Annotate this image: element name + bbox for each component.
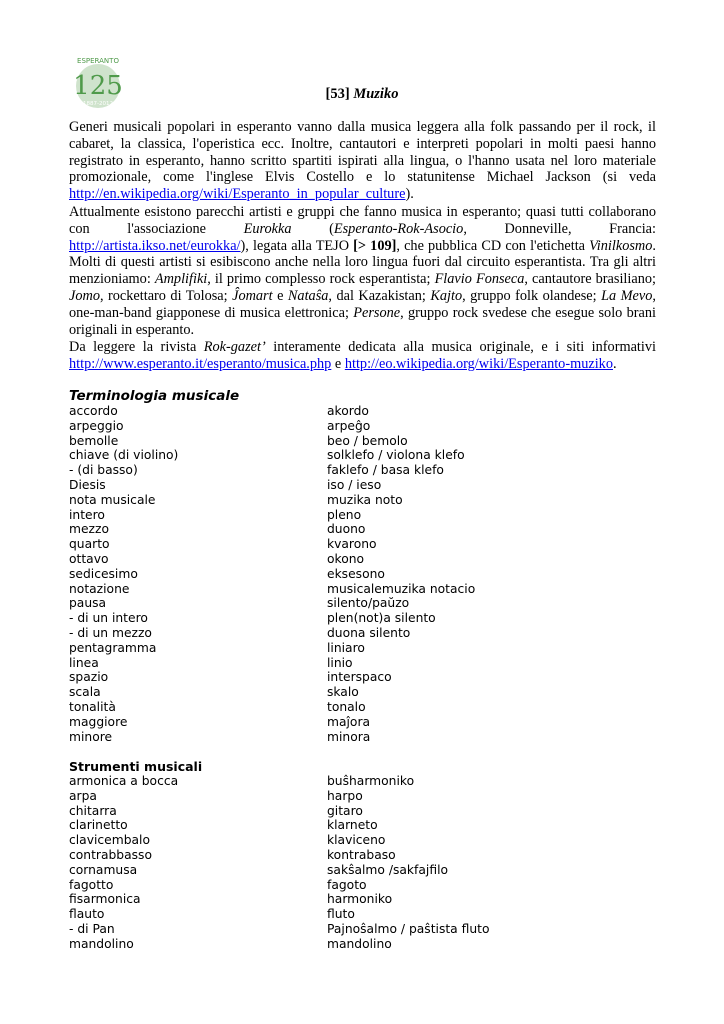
text: , Donneville, Francia: <box>463 220 656 237</box>
eurokka-name: Eurokka <box>243 220 292 237</box>
esperanto-term: iso / ieso <box>327 477 382 492</box>
esperanto-term: liniaro <box>327 640 365 655</box>
artist-name: Nataŝa <box>287 287 329 304</box>
text: , il primo complesso rock esperantista; <box>207 271 435 288</box>
italian-term: notazione <box>69 581 130 596</box>
vocab-row <box>69 907 589 922</box>
text: , dal Kazakistan; <box>328 287 431 304</box>
vocab-row <box>69 833 589 848</box>
artist-name: Ĵomart <box>232 287 273 304</box>
vocab-row <box>69 922 589 937</box>
vocab-row <box>69 656 589 671</box>
vocab-row <box>69 448 589 463</box>
paragraph-reading <box>69 339 656 373</box>
artist-name: Persone <box>353 304 401 321</box>
italian-term: - di Pan <box>69 921 115 936</box>
text: . <box>612 355 617 372</box>
link-esperanto-it[interactable]: http://www.esperanto.it/esperanto/musica.php <box>69 355 332 372</box>
esperanto-term: plen(not)a silento <box>327 611 436 626</box>
esperanto-term: fluto <box>327 907 355 922</box>
italian-term: - (di basso) <box>69 463 138 478</box>
italian-term: - di un intero <box>69 611 148 626</box>
italian-term: cornamusa <box>69 862 138 877</box>
vocab-row <box>69 404 589 419</box>
svg-text:125: 125 <box>73 71 123 101</box>
text: Generi musicali popolari in esperanto vanno dalla musica leggera alla folk passando per il rock, il cabaret, la classica, l'operistica ecc. Inoltre, cantautori e interpreti popolari in molti paesi hanno registrato in esperanto, hanno scritto spartiti ispirati alla lingua, o l'hanno usata nel loro materiale promozionale, come l'inglese Elvis Costello e lo statunitense Michael Jackson (si veda <box>69 119 656 186</box>
esperanto-term: sakŝalmo /sakfajfilo <box>327 862 449 877</box>
esperanto-term: gitaro <box>327 803 363 818</box>
esperanto-term: eksesono <box>327 566 385 581</box>
esperanto-term: skalo <box>327 685 359 700</box>
italian-term: pausa <box>69 596 107 611</box>
vocab-row <box>69 478 589 493</box>
italian-term: sedicesimo <box>69 566 138 581</box>
vocab-row <box>69 419 589 434</box>
text: ), legata alla TEJO <box>240 237 354 254</box>
esperanto-term: maĵora <box>327 714 371 729</box>
vocab-row <box>69 818 589 833</box>
esperanto-term: arpeĝo <box>327 418 371 433</box>
esperanto-term: okono <box>327 551 365 566</box>
text: , gruppo folk olandese; <box>462 287 602 304</box>
italian-term: pentagramma <box>69 640 157 655</box>
page-title <box>0 86 724 103</box>
italian-term: fagotto <box>69 877 114 892</box>
vocab-row <box>69 937 589 952</box>
esperanto-term: solklefo / violona klefo <box>327 448 465 463</box>
artist-name: La Mevo <box>601 287 653 304</box>
italian-term: intero <box>69 507 105 522</box>
artist-name: Jomo <box>69 287 100 304</box>
italian-term: maggiore <box>69 714 128 729</box>
esperanto-term: harmoniko <box>327 892 393 907</box>
esperanto-term: kontrabaso <box>327 847 396 862</box>
vocab-row <box>69 685 589 700</box>
text: ( <box>291 220 334 237</box>
vocab-row <box>69 626 589 641</box>
italian-term: flauto <box>69 907 105 922</box>
vocab-row <box>69 537 589 552</box>
text: , rockettaro di Tolosa; <box>99 287 233 304</box>
vocab-row <box>69 789 589 804</box>
esperanto-term: buŝharmoniko <box>327 774 415 788</box>
esperanto-term: fagoto <box>327 877 367 892</box>
esperanto-term: kvarono <box>327 537 377 552</box>
text: . Molti di questi artisti si esibiscono anche nella loro lingua fuori dal circuito esperantista. Tra gli altri menzioniamo: <box>69 237 656 288</box>
esperanto-term: duona silento <box>327 625 411 640</box>
text: interamente dedicata alla musica originale, e i siti informativi <box>265 339 656 355</box>
esperanto-term: klaviceno <box>327 833 386 848</box>
vocab-row <box>69 508 589 523</box>
vocab-row <box>69 641 589 656</box>
italian-term: spazio <box>69 670 109 685</box>
italian-term: quarto <box>69 537 110 552</box>
esperanto-term: akordo <box>327 404 369 418</box>
vocab-row <box>69 878 589 893</box>
italian-term: accordo <box>69 404 118 418</box>
italian-term: linea <box>69 655 99 670</box>
italian-term: tonalità <box>69 699 116 714</box>
vocab-row <box>69 700 589 715</box>
italian-term: chiave (di violino) <box>69 448 179 463</box>
asocio-name: Esperanto-Rok-Asocio <box>333 220 464 237</box>
link-eurokka[interactable]: http://artista.ikso.net/eurokka/ <box>69 237 241 254</box>
text: e <box>272 287 288 304</box>
cross-reference: [> 109] <box>353 237 397 254</box>
esperanto-term: faklefo / basa klefo <box>327 463 444 478</box>
italian-term: arpeggio <box>69 418 124 433</box>
instruments-list <box>69 774 589 952</box>
italian-term: contrabbasso <box>69 847 152 862</box>
text: Attualmente esistono parecchi artisti e gruppi che fanno musica in esperanto; quasi tutti collaborano con l'associazione <box>69 204 656 237</box>
vocab-row <box>69 670 589 685</box>
link-wikipedia-en[interactable]: http://en.wikipedia.org/wiki/Esperanto_in_popular_culture <box>69 186 406 203</box>
esperanto-term: Pajnoŝalmo / paŝtista fluto <box>327 921 490 936</box>
esperanto-term: muzika noto <box>327 492 403 507</box>
vocab-row <box>69 493 589 508</box>
vocab-row <box>69 611 589 626</box>
esperanto-term: klarneto <box>327 818 378 833</box>
italian-term: scala <box>69 685 101 700</box>
paragraph-artists <box>69 204 656 338</box>
vocab-row <box>69 848 589 863</box>
esperanto-term: harpo <box>327 788 363 803</box>
link-wikipedia-eo[interactable]: http://eo.wikipedia.org/wiki/Esperanto-muziko <box>344 355 613 372</box>
text: , cantautore brasiliano; <box>524 271 656 288</box>
esperanto-term: tonalo <box>327 699 366 714</box>
vocab-row <box>69 434 589 449</box>
vocab-row <box>69 582 589 597</box>
esperanto-term: pleno <box>327 507 362 522</box>
italian-term: bemolle <box>69 433 119 448</box>
italian-term: arpa <box>69 788 97 803</box>
italian-term: mandolino <box>69 936 134 951</box>
italian-term: mezzo <box>69 522 109 537</box>
esperanto-term: linio <box>327 655 353 670</box>
section-title-terminology: Terminologia musicale <box>69 388 240 404</box>
italian-term: clarinetto <box>69 818 128 833</box>
esperanto-term: duono <box>327 522 366 537</box>
section-number: [53] <box>325 86 350 102</box>
italian-term: nota musicale <box>69 492 156 507</box>
italian-term: fisarmonica <box>69 892 141 907</box>
esperanto-term: mandolino <box>327 936 392 951</box>
artist-name: Kajto <box>430 287 463 304</box>
paragraph-intro <box>69 119 656 203</box>
italian-term: minore <box>69 729 113 744</box>
vocab-row <box>69 567 589 582</box>
svg-text:1887-2012: 1887-2012 <box>83 101 113 107</box>
vocab-row <box>69 463 589 478</box>
svg-text:ESPERANTO: ESPERANTO <box>77 57 119 65</box>
text: e <box>331 355 345 372</box>
vocab-row <box>69 804 589 819</box>
italian-term: clavicembalo <box>69 833 150 848</box>
italian-term: Diesis <box>69 477 106 492</box>
esperanto-term: beo / bemolo <box>327 433 408 448</box>
vocab-row <box>69 892 589 907</box>
text: Da leggere la rivista <box>69 339 204 355</box>
esperanto-term: interspaco <box>327 670 392 685</box>
text: , gruppo rock svedese che esegue solo brani originali in esperanto. <box>69 304 656 338</box>
vocab-row <box>69 522 589 537</box>
italian-term: armonica a bocca <box>69 774 179 788</box>
vinilkosmo-name: Vinilkosmo <box>589 237 653 254</box>
artist-name: Flavio Fonseca <box>434 271 525 288</box>
section-title-instruments: Strumenti musicali <box>69 759 203 774</box>
vocab-row <box>69 715 589 730</box>
vocab-row <box>69 596 589 611</box>
terminology-list <box>69 404 589 744</box>
esperanto-term: silento/paŭzo <box>327 596 410 611</box>
vocab-row <box>69 863 589 878</box>
title-word: Muziko <box>353 86 399 102</box>
italian-term: ottavo <box>69 551 109 566</box>
esperanto-term: musicalemuzika notacio <box>327 581 476 596</box>
italian-term: - di un mezzo <box>69 625 152 640</box>
vocab-row <box>69 774 589 789</box>
italian-term: chitarra <box>69 803 117 818</box>
vocab-row <box>69 552 589 567</box>
magazine-name: Rok-gazet’ <box>203 339 266 355</box>
esperanto-term: minora <box>327 729 371 744</box>
vocab-row <box>69 730 589 745</box>
text: , che pubblica CD con l'etichetta <box>396 237 590 254</box>
text: , one-man-band giapponese di musica elettronica; <box>69 287 656 321</box>
artist-name: Amplifiki <box>154 271 208 288</box>
text: ). <box>405 186 414 203</box>
